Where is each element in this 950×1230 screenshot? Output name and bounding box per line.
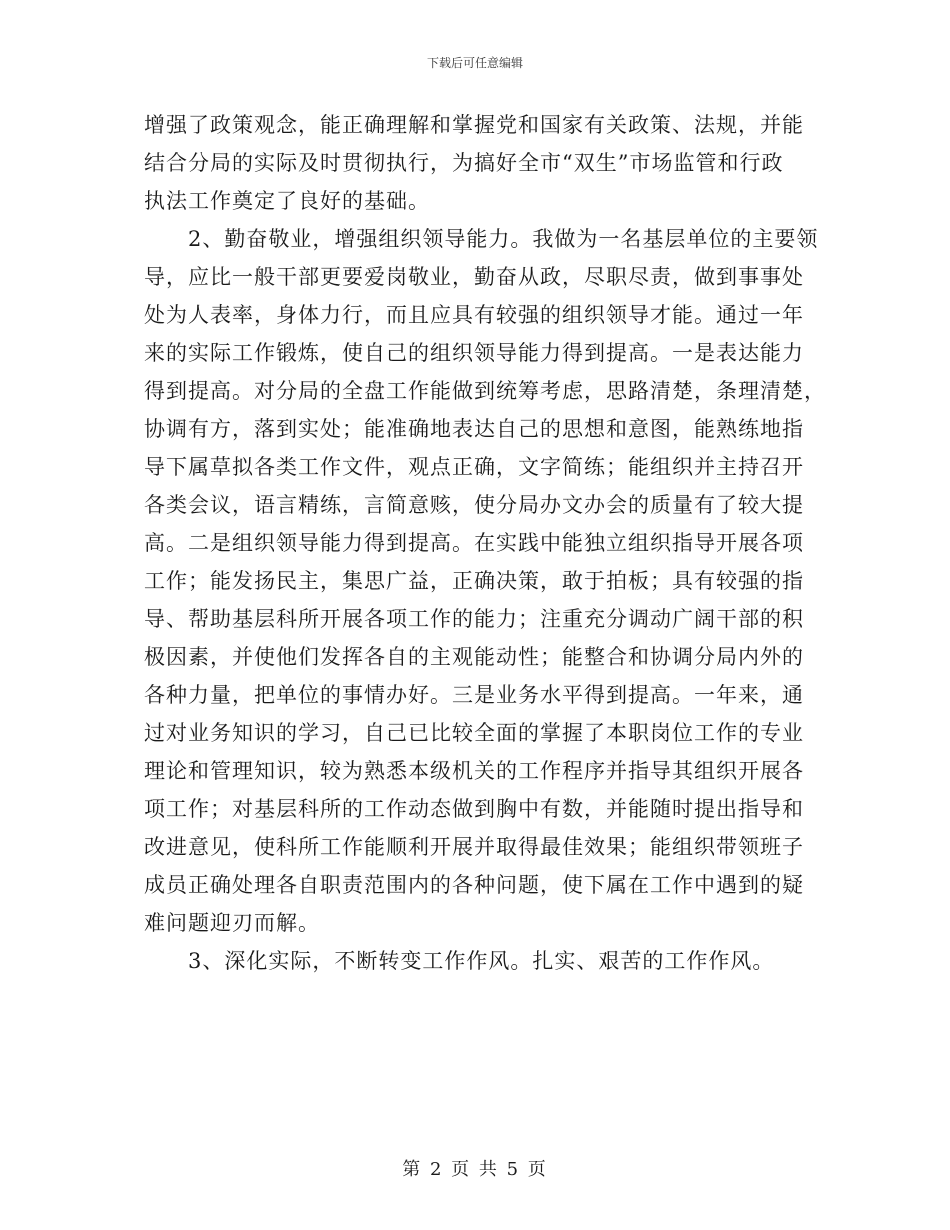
text-line: 难问题迎刃而解。	[144, 911, 320, 935]
text-line: 理论和管理知识，较为熟悉本级机关的工作程序并指导其组织开展各	[144, 759, 804, 783]
text-line: 导下属草拟各类工作文件，观点正确，文字简练；能组织并主持召开	[144, 455, 804, 479]
text-line: 来的实际工作锻炼，使自己的组织领导能力得到提高。一是表达能力	[144, 341, 804, 365]
paragraph-start-line: 2、勤奋敬业，增强组织领导能力。我做为一名基层单位的主要领	[188, 227, 819, 251]
text-line: 项工作；对基层科所的工作动态做到胸中有数，并能随时提出指导和	[144, 797, 804, 821]
text-line: 工作；能发扬民主，集思广益，正确决策，敢于拍板；具有较强的指	[144, 569, 804, 593]
text-line: 处为人表率，身体力行，而且应具有较强的组织领导才能。通过一年	[144, 303, 804, 327]
header-note: 下载后可任意编辑	[426, 56, 523, 70]
text-line: 协调有方，落到实处；能准确地表达自己的思想和意图，能熟练地指	[144, 417, 804, 441]
text-line: 过对业务知识的学习，自己已比较全面的掌握了本职岗位工作的专业	[144, 721, 804, 745]
text-line: 各类会议，语言精练，言简意赅，使分局办文办会的质量有了较大提	[144, 493, 804, 517]
document-body	[144, 106, 826, 980]
paragraph-start-line: 3、深化实际，不断转变工作作风。扎实、艰苦的工作作风。	[188, 949, 775, 973]
page-number: 第 2 页 共 5 页	[402, 1159, 548, 1180]
text-line: 改进意见，使科所工作能顺利开展并取得最佳效果；能组织带领班子	[144, 835, 804, 859]
text-line: 导，应比一般干部更要爱岗敬业，勤奋从政，尽职尽责，做到事事处	[144, 265, 804, 289]
text-line: 执法工作奠定了良好的基础。	[144, 189, 430, 213]
text-line: 导、帮助基层科所开展各项工作的能力；注重充分调动广阔干部的积	[144, 607, 804, 631]
text-line: 极因素，并使他们发挥各自的主观能动性；能整合和协调分局内外的	[144, 645, 804, 669]
text-line: 结合分局的实际及时贯彻执行，为搞好全市“双生”市场监管和行政	[144, 151, 784, 175]
text-line: 高。二是组织领导能力得到提高。在实践中能独立组织指导开展各项	[144, 531, 804, 555]
text-line: 成员正确处理各自职责范围内的各种问题，使下属在工作中遇到的疑	[144, 873, 804, 897]
text-line: 得到提高。对分局的全盘工作能做到统筹考虑，思路清楚，条理清楚，	[144, 379, 826, 403]
text-line: 各种力量，把单位的事情办好。三是业务水平得到提高。一年来，通	[144, 683, 804, 707]
text-line: 增强了政策观念，能正确理解和掌握党和国家有关政策、法规，并能	[144, 113, 804, 137]
